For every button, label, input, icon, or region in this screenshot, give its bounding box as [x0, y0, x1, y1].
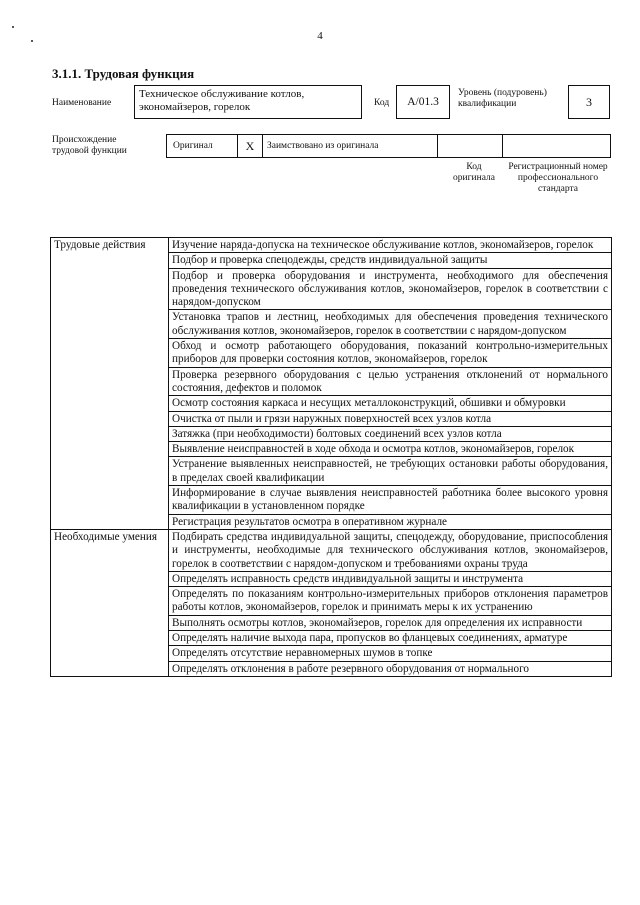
table-cell-item: Обход и осмотр работающего оборудования, показаний контрольно-измерительных приборов для проверки состояния котлов, экономайзеров, горелок — [169, 339, 612, 368]
code-label: Код — [374, 98, 390, 108]
code-value: А/01.3 — [396, 85, 450, 119]
table-cell-item: Проверка резервного оборудования с целью устранения отклонений от нормального состояния, дефектов и поломок — [169, 367, 612, 396]
origin-original-cell — [166, 134, 238, 158]
table-cell-item: Регистрация результатов осмотра в оперативном журнале — [169, 514, 612, 529]
origin-label: Происхождение трудовой функции — [52, 135, 127, 156]
page-number: 4 — [317, 30, 323, 42]
origin-original: Оригинал — [173, 140, 213, 151]
origin-row — [166, 134, 612, 158]
table-cell-item: Изучение наряда-допуска на техническое обслуживание котлов, экономайзеров, горелок — [169, 238, 612, 253]
origin-borrowed-cell — [262, 134, 438, 158]
section-label: Необходимые умения — [51, 529, 169, 676]
name-label: Наименование — [52, 98, 112, 108]
name-value: Техническое обслуживание котлов, экономайзеров, горелок — [134, 85, 362, 119]
origin-borrowed: Заимствовано из оригинала — [267, 140, 379, 151]
table-cell-item: Информирование в случае выявления неисправностей работника более высокого уровня квалификации в установленном порядке — [169, 486, 612, 515]
table-cell-item: Осмотр состояния каркаса и несущих металлоконструкций, обшивки и обмуровки — [169, 396, 612, 411]
table-cell-item: Затяжка (при необходимости) болтовых соединений всех узлов котла — [169, 426, 612, 441]
table-cell-item: Определять отсутствие неравномерных шумов в топке — [169, 646, 612, 661]
table-cell-item: Выявление неисправностей в ходе обхода и осмотра котлов, экономайзеров, горелок — [169, 442, 612, 457]
table-cell-item: Подбор и проверка спецодежды, средств индивидуальной защиты — [169, 253, 612, 268]
table-cell-item: Определять отклонения в работе резервного оборудования от нормального — [169, 661, 612, 676]
table-cell-item: Подбирать средства индивидуальной защиты, спецодежду, оборудование, приспособления и инструменты, необходимые для технического обслуживания котлов, экономайзеров, горелок в соответствии с нарядом-допуском и требованиями охраны труда — [169, 529, 612, 571]
table-cell-item: Определять наличие выхода пара, пропусков во фланцевых соединениях, арматуре — [169, 631, 612, 646]
table-cell-item: Определять по показаниям контрольно-измерительных приборов отклонения параметров работы котлов, экономайзеров, горелок и принимать меры к их устранению — [169, 587, 612, 616]
table-cell-item: Очистка от пыли и грязи наружных поверхностей всех узлов котла — [169, 411, 612, 426]
origin-mark: X — [245, 138, 255, 153]
table-cell-item: Выполнять осмотры котлов, экономайзеров, горелок для определения их исправности — [169, 615, 612, 630]
table-cell-item: Подбор и проверка оборудования и инструмента, необходимого для обеспечения проведения технического обслуживания котлов, экономайзеров, горелок в соответствии с нарядом-допуском — [169, 268, 612, 310]
table-cell-item: Определять исправность средств индивидуальной защиты и инструмента — [169, 571, 612, 586]
origin-reg-cell — [502, 134, 611, 158]
scan-mark-top — [12, 26, 14, 28]
level-value: 3 — [568, 85, 610, 119]
table-row — [51, 238, 612, 253]
function-table — [50, 237, 612, 677]
origin-code-caption: Код оригинала — [453, 162, 495, 183]
table-cell-item: Устранение выявленных неисправностей, не требующих остановки работы оборудования, в пределах своей квалификации — [169, 457, 612, 486]
level-label: Уровень (подуровень) квалификации — [458, 88, 547, 109]
origin-mark-cell — [237, 134, 263, 158]
table-cell-item: Установка трапов и лестниц, необходимых для обеспечения проведения технического обслуживания котлов, экономайзеров, горелок в соответствии с нарядом-допуском — [169, 310, 612, 339]
section-title: 3.1.1. Трудовая функция — [52, 66, 195, 81]
table-row — [51, 529, 612, 571]
origin-code-cell — [437, 134, 503, 158]
origin-reg-caption: Регистрационный номер профессионального стандарта — [508, 162, 608, 194]
section-label: Трудовые действия — [51, 238, 169, 530]
